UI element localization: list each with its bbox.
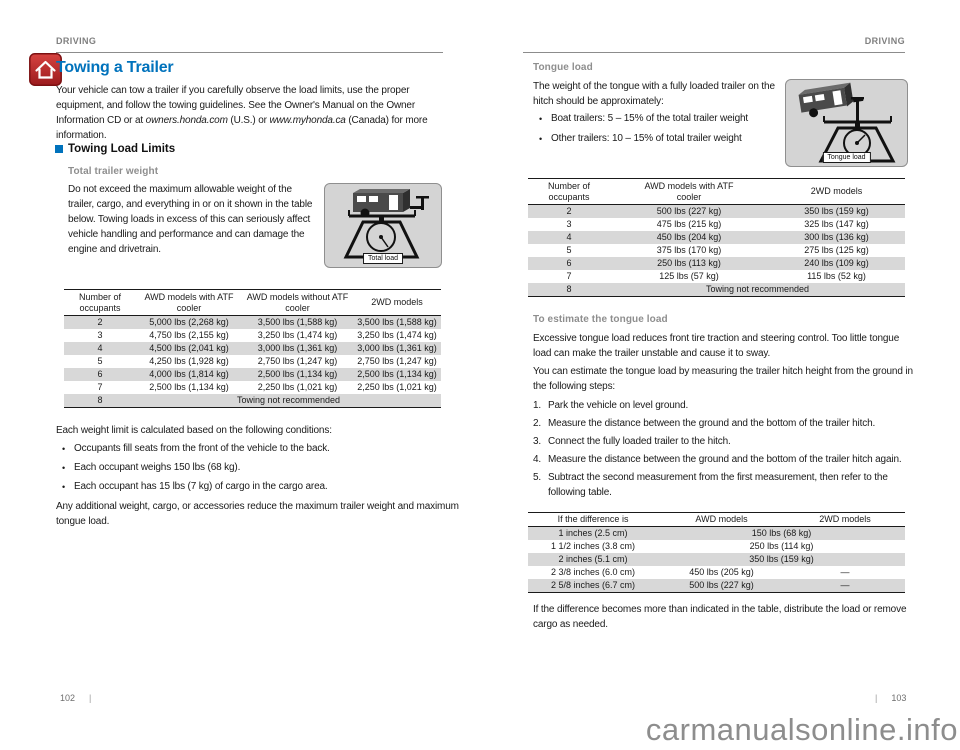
col-header: 2WD models xyxy=(768,179,905,205)
page-number-right: | 103 xyxy=(875,693,907,703)
col-header: AWD models xyxy=(658,513,785,527)
tongue-load-body: The weight of the tongue with a fully loaded trailer on the hitch should be approximately: xyxy=(533,81,775,107)
tongue-load-figure xyxy=(785,79,908,167)
page-title: Towing a Trailer xyxy=(56,59,174,76)
table-row: 2 500 lbs (227 kg) 350 lbs (159 kg) xyxy=(528,205,905,219)
step-number: 2. xyxy=(533,418,542,429)
total-trailer-weight-body: Do not exceed the maximum allowable weight of the trailer, cargo, and everything in or on it shown in the table below. Towing loads in excess of this can seriously affect vehicle handling and performance and can damage the engine and drivetrain. xyxy=(68,184,313,255)
list-item: 5. Subtract the second measurement from the first measurement, then refer to the following table. xyxy=(533,472,888,498)
total-trailer-weight-heading: Total trailer weight xyxy=(68,166,159,177)
table-row: 4 450 lbs (204 kg) 300 lbs (136 kg) xyxy=(528,231,905,244)
difference-closing-note: If the difference becomes more than indicated in the table, distribute the load or remove cargo as needed. xyxy=(533,604,907,630)
table-row: 6 250 lbs (113 kg) 240 lbs (109 kg) xyxy=(528,257,905,270)
estimate-tongue-load-heading: To estimate the tongue load xyxy=(533,314,668,325)
bullet-icon: • xyxy=(62,482,66,492)
list-item: • Other trailers: 10 – 15% of total trailer weight xyxy=(539,133,742,144)
table-header-row xyxy=(528,179,905,205)
col-header: If the difference is xyxy=(528,513,658,527)
tongue-bullet-list xyxy=(539,112,784,151)
bullet-icon: • xyxy=(539,114,543,124)
section-title-label: Towing Load Limits xyxy=(68,143,176,155)
table-row: 6 4,000 lbs (1,814 kg) 2,500 lbs (1,134 kg) 2,500 lbs (1,134 kg) xyxy=(64,368,441,381)
col-header: 2WD models xyxy=(353,290,441,316)
table-row: 5 4,250 lbs (1,928 kg) 2,750 lbs (1,247 kg) 2,750 lbs (1,247 kg) xyxy=(97,356,437,366)
step-number: 1. xyxy=(533,400,542,411)
col-header: Number of occupants xyxy=(528,179,610,205)
bullet-icon: • xyxy=(62,463,66,473)
list-item: • Boat trailers: 5 – 15% of the total trailer weight xyxy=(539,113,749,124)
additional-weight-note: Any additional weight, cargo, or accessories reduce the maximum trailer weight and maximum tongue load. xyxy=(56,501,459,527)
table-header-row xyxy=(528,513,905,527)
estimate-steps-list xyxy=(533,398,913,503)
page-number-left: 102 | xyxy=(60,693,92,703)
running-header-right-label: DRIVING xyxy=(864,36,905,46)
table-row: 4 4,500 lbs (2,041 kg) 3,000 lbs (1,361 kg) 3,000 lbs (1,361 kg) xyxy=(64,342,441,355)
step-number: 5. xyxy=(533,472,542,483)
page-number-separator: | xyxy=(89,693,92,703)
blue-square-icon xyxy=(55,145,63,153)
list-item: 1. Park the vehicle on level ground. xyxy=(533,400,689,411)
step-number: 3. xyxy=(533,436,542,447)
myhonda-url: www.myhonda.ca xyxy=(269,115,346,126)
table-row: 7 125 lbs (57 kg) 115 lbs (52 kg) xyxy=(566,271,866,281)
col-header: Number of occupants xyxy=(64,290,136,316)
list-item: • Occupants fill seats from the front of the vehicle to the back. xyxy=(62,443,330,454)
list-item: • Each occupant has 15 lbs (7 kg) of cargo in the cargo area. xyxy=(62,481,328,492)
owners-honda-url: owners.honda.com xyxy=(145,115,228,126)
section-towing-load-limits xyxy=(55,143,175,155)
page-number-separator: | xyxy=(875,693,878,703)
intro-paragraph xyxy=(56,83,456,143)
table-row: 2 5/8 inches (6.7 cm) 500 lbs (227 kg) — xyxy=(528,579,905,593)
tongue-load-heading: Tongue load xyxy=(533,62,593,73)
running-header-left xyxy=(56,36,443,53)
conditions-bullet-list xyxy=(62,442,460,499)
intro-text-1: Your vehicle can tow a trailer if you carefully observe the load limits, use the proper equipment, and follow the towing guidelines. See the Owner's Manual on the Owner Information CD or at xyxy=(56,85,416,126)
col-header: AWD models with ATF cooler xyxy=(610,179,768,205)
tongue-load-table xyxy=(528,178,905,297)
col-header: 2WD models xyxy=(785,513,905,527)
table-row: 3 475 lbs (215 kg) 325 lbs (147 kg) xyxy=(566,219,869,229)
watermark: carmanualsonline.info xyxy=(645,712,958,747)
col-header: AWD models with ATF cooler xyxy=(136,290,242,316)
table-row: 2 inches (5.1 cm) 350 lbs (159 kg) xyxy=(528,553,905,566)
table-row: 2 3/8 inches (6.0 cm) 450 lbs (205 kg) — xyxy=(550,566,850,577)
bullet-icon: • xyxy=(62,444,66,454)
table-header-row xyxy=(64,290,441,316)
conditions-intro: Each weight limit is calculated based on the following conditions: xyxy=(56,425,332,436)
table-row: 7 2,500 lbs (1,134 kg) 2,250 lbs (1,021 kg) 2,250 lbs (1,021 kg) xyxy=(97,382,437,392)
table-row: 3 4,750 lbs (2,155 kg) 3,250 lbs (1,474 kg) 3,250 lbs (1,474 kg) xyxy=(97,330,437,340)
table-row: 1 1/2 inches (3.8 cm) 250 lbs (114 kg) xyxy=(550,540,814,551)
list-item: 2. Measure the distance between the ground and the bottom of the trailer hitch. xyxy=(533,418,876,429)
table-row: 8 Towing not recommended xyxy=(528,283,905,297)
intro-text-2: (U.S.) or xyxy=(227,115,270,126)
list-item: 3. Connect the fully loaded trailer to the hitch. xyxy=(533,436,731,447)
running-header-left-label: DRIVING xyxy=(56,36,97,46)
tongue-load-figure-label: Tongue load xyxy=(822,152,870,163)
col-header: AWD models without ATF cooler xyxy=(242,290,353,316)
list-item: • Each occupant weighs 150 lbs (68 kg). xyxy=(62,462,241,473)
table-row: 2 5,000 lbs (2,268 kg) 3,500 lbs (1,588 kg) 3,500 lbs (1,588 kg) xyxy=(64,316,441,330)
estimate-paragraph-2: You can estimate the tongue load by measuring the trailer hitch height from the ground in the following steps: xyxy=(533,366,913,392)
estimate-paragraph-1: Excessive tongue load reduces front tire traction and steering control. Too little tongue load can make the trailer unstable and cause it to sway. xyxy=(533,333,900,359)
trailer-weight-table xyxy=(64,289,441,408)
table-row: 5 375 lbs (170 kg) 275 lbs (125 kg) xyxy=(566,245,869,255)
bullet-icon: • xyxy=(539,134,543,144)
table-row: 1 inches (2.5 cm) 150 lbs (68 kg) xyxy=(528,526,905,540)
hitch-difference-table xyxy=(528,512,905,593)
table-row: 8 Towing not recommended xyxy=(64,394,441,408)
step-number: 4. xyxy=(533,454,542,465)
total-load-figure xyxy=(324,183,442,268)
running-header-right xyxy=(523,36,905,53)
list-item: 4. Measure the distance between the ground and the bottom of the trailer hitch again. xyxy=(533,454,902,465)
intro-text-3: (Canada) for more information. xyxy=(56,115,428,141)
total-load-figure-label: Total load xyxy=(363,253,403,264)
